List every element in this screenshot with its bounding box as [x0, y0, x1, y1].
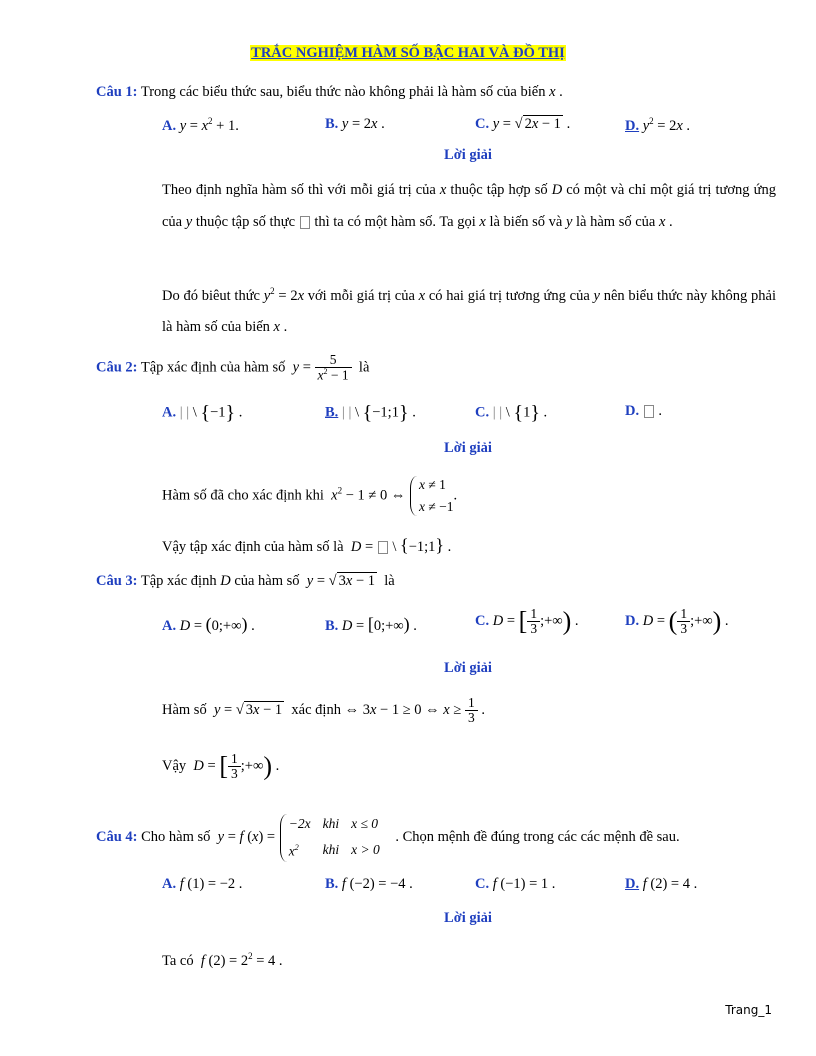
option-a: A. f (1) = −2 .: [162, 876, 243, 892]
option-d: D. .: [625, 403, 662, 419]
solution-heading: Lời giải: [444, 147, 492, 163]
option-c: C. | | \ {1} .: [475, 402, 548, 424]
solution-heading: Lời giải: [444, 910, 492, 926]
option-a: A. $y = x^2 + 1$.: [162, 116, 239, 134]
question-text: Trong các biểu thức sau, biểu thức nào không phải là hàm số của biến x .: [140, 84, 563, 100]
option-a: A. | | \ {−1} .: [162, 402, 243, 424]
option-b: B. | | \ {−1;1} .: [325, 402, 416, 424]
solution-paragraph: Do đó biêut thức $y^2 = 2x$ với mỗi giá trị của x có hai giá trị tương ứng của y nên biểu thức này không phải là hàm số của biến x .: [162, 286, 776, 336]
option-b: B. D = [0;+∞) .: [325, 614, 417, 634]
question-1: [96, 84, 563, 101]
page-title: TRẮC NGHIỆM HÀM SỐ BẬC HAI VÀ ĐỒ THỊ: [251, 45, 565, 61]
question-label: Câu 4:: [96, 829, 138, 846]
option-c: C. D = [ $\frac{1}{3}$ ;+∞) .: [475, 606, 579, 637]
question-4: Câu 4: Cho hàm số y = f (x) = −2x khi x ≤ 0 $x^2$ khi x > 0 . Chọn mệnh đề đúng trong các các mệnh đề sau.: [96, 812, 680, 864]
solution-heading: Lời giải: [444, 440, 492, 456]
solution-line: Vậy D = [ $\frac{1}{3}$ ;+∞) .: [162, 751, 280, 782]
option-b: B. f (−2) = −4 .: [325, 876, 413, 892]
question-label: Câu 2:: [96, 359, 138, 376]
solution-line: Hàm số đã cho xác định khi $x^2 - 1 \ne 0$ ⇔ x ≠ 1 x ≠ −1 .: [162, 474, 457, 518]
question-label: Câu 3:: [96, 573, 138, 589]
page-number: Trang_1: [725, 1003, 772, 1017]
option-a: A. D = (0;+∞) .: [162, 614, 255, 634]
option-c: C. f (−1) = 1 .: [475, 876, 556, 892]
option-b: B. y = 2x .: [325, 116, 385, 132]
question-label: Câu 1:: [96, 84, 138, 100]
question-3: Câu 3: Tập xác định D của hàm số y = √ 3x − 1 là: [96, 573, 395, 589]
solution-line: Vậy tập xác định của hàm số là D = \ {−1;1} .: [162, 535, 452, 555]
option-d: D. f (2) = 4 .: [625, 876, 698, 892]
solution-line: Ta có f $(2) = 2^2 = 4$ .: [162, 951, 283, 969]
option-c: C. y = √ 2x − 1 .: [475, 116, 571, 132]
solution-paragraph: Theo định nghĩa hàm số thì với mỗi giá trị của x thuộc tập hợp số D có một và chỉ một giá trị tương ứng của y thuộc tập số thực thì ta có một hàm số. Ta gọi x là biến số và y là hàm số của x .: [162, 182, 776, 230]
question-2: Câu 2: Tập xác định của hàm số y = $\frac{5}{x^2 - 1}$ là: [96, 352, 370, 383]
option-d: D. $y^2 = 2x$ .: [625, 116, 691, 134]
solution-heading: Lời giải: [444, 660, 492, 676]
option-d: D. D = ( $\frac{1}{3}$ ;+∞) .: [625, 606, 729, 637]
solution-line: Hàm số y = √ 3x − 1 xác định ⇔ 3x − 1 ≥ 0 ⇔ x ≥ $\frac{1}{3}$ .: [162, 695, 485, 726]
